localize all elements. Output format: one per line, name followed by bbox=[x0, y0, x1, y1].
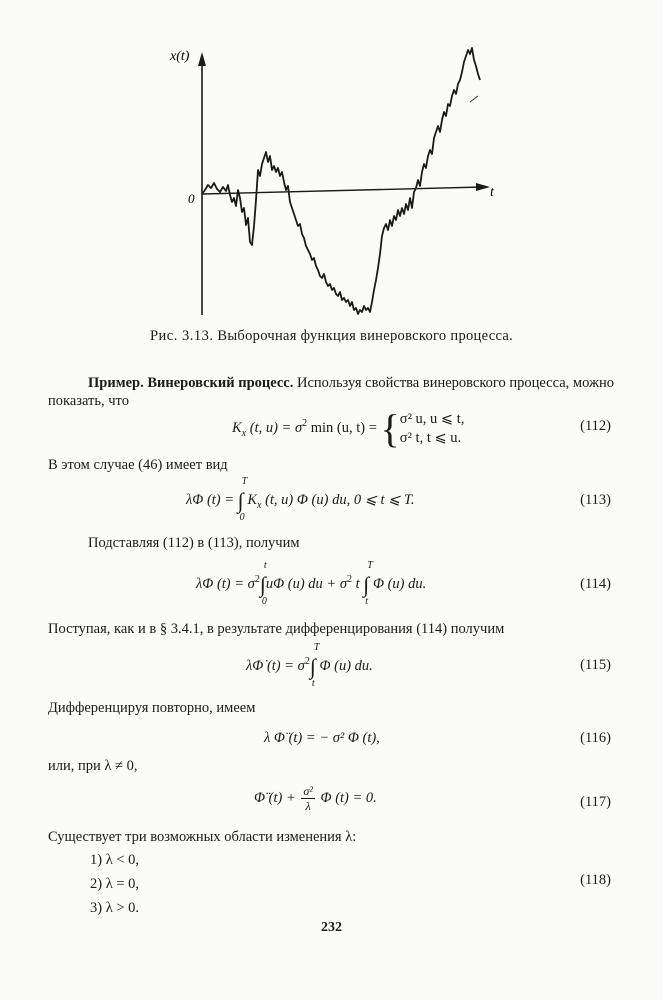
equation-112: $K_x$ (t, $u) = \sigma^2$ min (u, t) = { σ² u, u ⩽ t, σ² t, t ⩽ u. bbox=[232, 406, 465, 451]
figure-caption-label: Рис. 3.13. bbox=[149, 328, 214, 344]
x-axis-arrow bbox=[476, 183, 490, 191]
equation-number-118: (118) bbox=[580, 872, 611, 888]
figure-caption-text: Выборочная функция винеровского процесса. bbox=[217, 328, 514, 344]
y-axis-label: x(t) bbox=[170, 49, 190, 64]
figure-caption bbox=[0, 328, 663, 345]
equation-number-115: (115) bbox=[580, 657, 611, 673]
x-axis bbox=[202, 187, 482, 194]
case-2: σ² t, t ⩽ u. bbox=[399, 429, 462, 446]
lambda-cases-list bbox=[90, 848, 139, 920]
equation-number-116: (116) bbox=[580, 730, 611, 746]
wiener-process-figure bbox=[160, 40, 520, 330]
list-item: 2) λ = 0, bbox=[90, 876, 140, 892]
equation-113: λΦ (t) = T ∫ 0 $K_x$ (t, u) Φ (u) du, 0 ⩽ t ⩽ T. bbox=[186, 476, 415, 523]
example-text: Используя свойства винеровского процесса, можно показать, что bbox=[48, 375, 615, 409]
paragraph-6: или, при λ ≠ 0, bbox=[48, 758, 138, 774]
list-item: 3) λ > 0. bbox=[90, 900, 140, 916]
y-axis-arrow bbox=[198, 52, 206, 66]
paragraph-3: Подставляя (112) в (113), получим bbox=[88, 535, 300, 551]
paragraph-2: В этом случае (46) имеет вид bbox=[48, 457, 228, 473]
x-axis-label: t bbox=[490, 185, 494, 200]
example-heading: Пример. Винеровский процесс. bbox=[88, 375, 294, 391]
list-item: 1) λ < 0, bbox=[90, 852, 140, 868]
equation-number-112: (112) bbox=[580, 418, 611, 434]
equation-number-117: (117) bbox=[580, 794, 611, 810]
paragraph-7: Существует три возможных области изменения λ: bbox=[48, 829, 357, 845]
equation-116: λ Φ̈ (t) = − σ² Φ (t), bbox=[264, 730, 380, 746]
equation-117: Φ̈ (t) + $\frac{\text{σ²}}{\lambda}$ Φ (t) = 0. bbox=[254, 784, 377, 813]
equation-number-114: (114) bbox=[580, 576, 611, 592]
stray-mark bbox=[470, 96, 478, 102]
paragraph-5: Дифференцируя повторно, имеем bbox=[48, 700, 256, 716]
page-number: 232 bbox=[321, 920, 342, 935]
equation-114: λΦ $(t) = \sigma^2$ t ∫ 0 uΦ (u) du + $\sigma^2$ t T ∫ t Φ (u) du. bbox=[196, 560, 427, 607]
sample-path bbox=[202, 48, 480, 314]
case-1: σ² u, u ⩽ t, bbox=[399, 410, 465, 427]
paragraph-4: Поступая, как и в § 3.4.1, в результате дифференцирования (114) получим bbox=[48, 621, 505, 637]
origin-label: 0 bbox=[188, 191, 195, 206]
equation-number-113: (113) bbox=[580, 492, 611, 508]
equation-115: λΦ̇ $(t) = \sigma^2$ T ∫ t Φ (u) du. bbox=[246, 642, 373, 689]
